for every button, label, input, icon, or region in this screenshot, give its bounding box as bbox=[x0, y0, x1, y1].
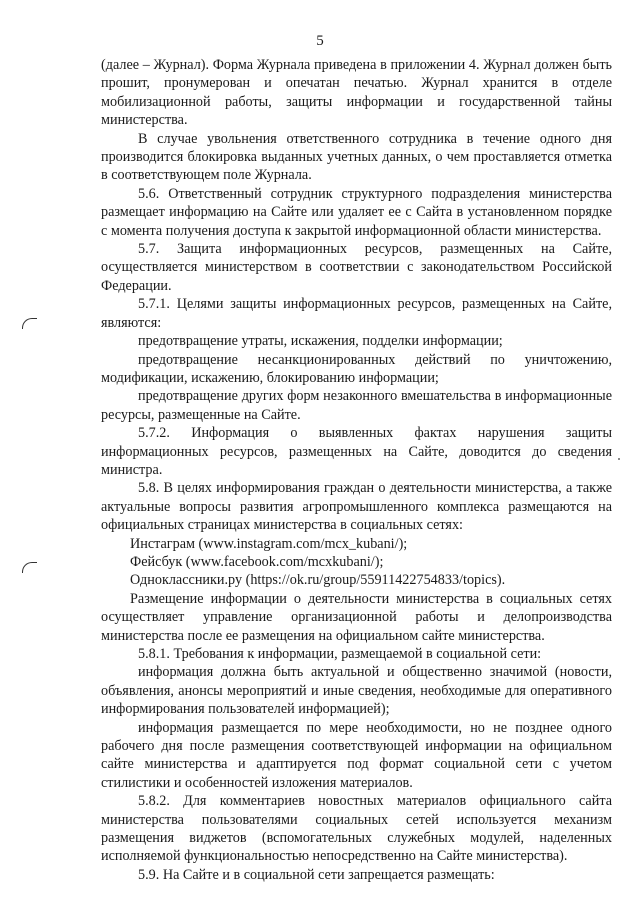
document-body bbox=[101, 56, 612, 884]
list-item: информация должна быть актуальной и общественно значимой (новости, объявления, анонсы мероприятий и иные сведения, необходимые для оперативного информирования пользователей информацией); bbox=[101, 664, 612, 718]
paragraph: (далее – Журнал). Форма Журнала приведена в приложении 4. Журнал должен быть прошит, пронумерован и опечатан печатью. Журнал хранится в отделе мобилизационной работы, защиты информации и государственной тайны министерства. bbox=[101, 57, 612, 129]
list-item: предотвращение других форм незаконного вмешательства в информационные ресурсы, размещенные на Сайте. bbox=[101, 388, 612, 423]
paragraph: 5.9. На Сайте и в социальной сети запрещается размещать: bbox=[138, 866, 495, 883]
paragraph: 5.7. Защита информационных ресурсов, размещенных на Сайте, осуществляется министерством в соответствии с законодательством Российской Федерации. bbox=[101, 241, 612, 294]
paragraph: 5.8.2. Для комментариев новостных материалов официального сайта министерства пользователями социальных сетей используется механизм размещения виджетов (вспомогательных служебных модулей, наделенных исполняемой функциональностью непосредственно на Сайте министерства). bbox=[101, 793, 612, 865]
paragraph: В случае увольнения ответственного сотрудника в течение одного дня производится блокировка выданных учетных данных, о чем проставляется отметка в соответствующем поле Журнала. bbox=[101, 130, 612, 184]
binding-hole-mark bbox=[22, 318, 37, 329]
paragraph: 5.7.2. Информация о выявленных фактах нарушения защиты информационных ресурсов, размещенных на Сайте, доводится до сведения министра. bbox=[101, 425, 612, 478]
page-number: 5 bbox=[316, 33, 324, 49]
paragraph: 5.7.1. Целями защиты информационных ресурсов, размещенных на Сайте, являются: bbox=[101, 296, 612, 331]
social-link-facebook: Фейсбук (www.facebook.com/mcxkubani/); bbox=[130, 553, 384, 570]
paragraph: Размещение информации о деятельности министерства в социальных сетях осуществляет управление организационной работы и делопроизводства министерства после ее размещения на официальном сайте министерства. bbox=[101, 590, 612, 644]
paragraph: 5.6. Ответственный сотрудник структурного подразделения министерства размещает информацию на Сайте или удаляет ее с Сайта в установленном порядке с момента получения доступа к закрытой информационной области министерства. bbox=[101, 185, 612, 239]
list-item: информация размещается по мере необходимости, но не позднее одного рабочего дня после размещения соответствующей информации на официальном сайте министерства и адаптируется под формат социальной сети с учетом стилистики и особенностей изложения материалов. bbox=[101, 719, 612, 791]
list-item: предотвращение несанкционированных действий по уничтожению, модификации, искажению, блокированию информации; bbox=[101, 351, 612, 386]
social-link-instagram: Инстаграм (www.instagram.com/mcx_kubani/); bbox=[130, 535, 408, 552]
paragraph: 5.8.1. Требования к информации, размещаемой в социальной сети: bbox=[138, 646, 542, 662]
paragraph: 5.8. В целях информирования граждан о деятельности министерства, а также актуальные вопросы развития агропромышленного комплекса размещаются на официальных страницах министерства в социальных сетях: bbox=[101, 480, 612, 534]
social-link-odnoklassniki: Одноклассники.ру (https://ok.ru/group/55911422754833/topics). bbox=[130, 572, 506, 589]
list-item: предотвращение утраты, искажения, подделки информации; bbox=[138, 333, 503, 350]
binding-hole-mark bbox=[22, 562, 37, 573]
scan-speck bbox=[618, 458, 620, 460]
